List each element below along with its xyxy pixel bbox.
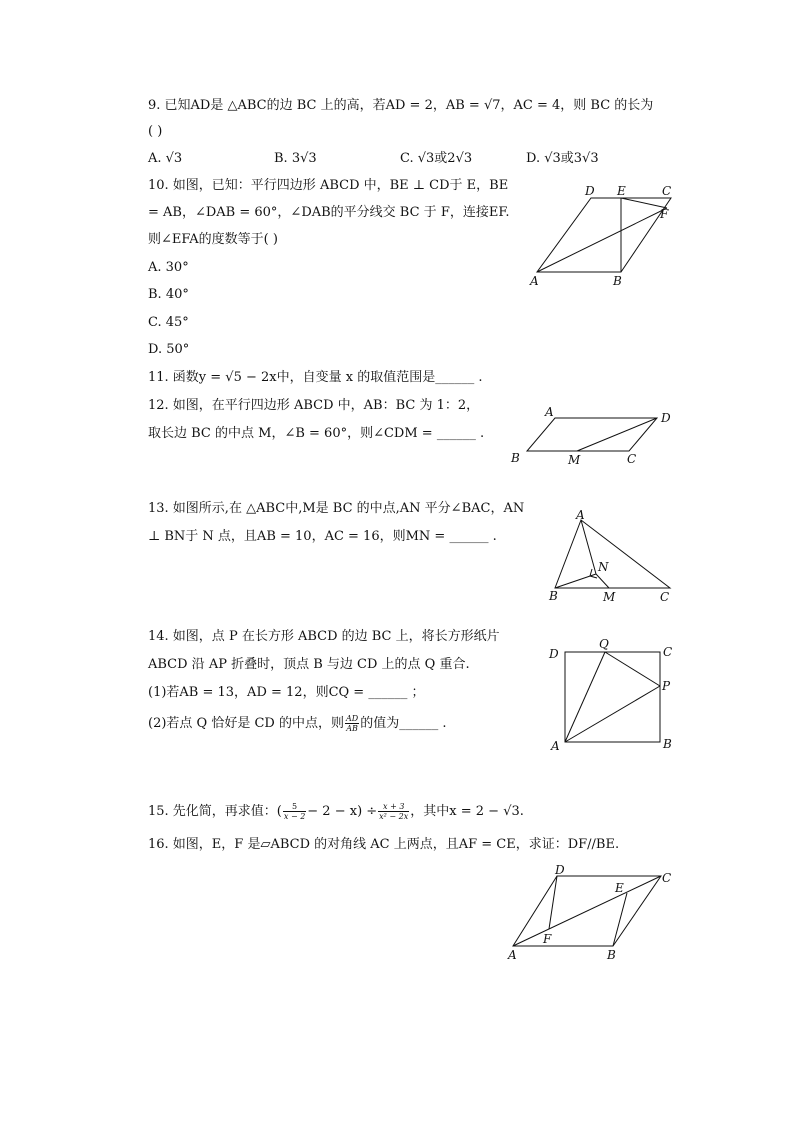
q14-line2: ABCD 沿 AP 折叠时，顶点 B 与边 CD 上的点 Q 重合. (148, 657, 470, 672)
q15-mid: − 2 − x) ÷ (307, 804, 378, 819)
q10-figure (525, 182, 685, 296)
q14-line1: 14. 如图，点 P 在长方形 ABCD 的边 BC 上，将长方形纸片 (148, 629, 500, 644)
q16-label-f: F (543, 932, 552, 946)
q16-text: 16. 如图，E，F 是▱ABCD 的对角线 AC 上两点，且AF = CE，求证：DF//BE. (148, 837, 620, 852)
q13-figure (545, 508, 685, 612)
q10-label-e: E (617, 184, 626, 198)
q16-label-e: E (615, 881, 624, 895)
q12-label-c: C (627, 452, 637, 466)
q15-f1-num: 5 (283, 802, 306, 812)
q14-label-c: C (663, 645, 673, 659)
q16-segment-df (549, 876, 557, 929)
q16-label-a: A (508, 948, 517, 962)
q16-segment-be (613, 893, 627, 946)
q16-label-b: B (607, 948, 616, 962)
q16-label-c: C (662, 871, 672, 885)
q15-f2-num: x + 3 (378, 802, 409, 812)
q14-label-q: Q (599, 637, 609, 651)
q9-option-b: B. 3√3 (274, 151, 317, 166)
q10-option-a: A. 30° (148, 260, 189, 275)
q12-line2: 取长边 BC 的中点 M，∠B = 60°，则∠CDM = ______ . (148, 426, 485, 441)
q10-label-a: A (530, 274, 539, 288)
q14-figure (545, 636, 685, 758)
q14-label-p: P (662, 679, 671, 693)
q10-label-b: B (613, 274, 622, 288)
q12-label-m: M (568, 453, 581, 467)
q12-label-d: D (661, 411, 671, 425)
q9-option-a: A. √3 (148, 151, 183, 166)
q13-segment-nm (596, 574, 609, 588)
q15-f2-den: x² − 2x (379, 812, 409, 821)
q10-parallelogram (537, 198, 671, 272)
q14-line3: (1)若AB = 13，AD = 12，则CQ = ______ ； (148, 685, 425, 700)
q12-label-b: B (511, 451, 520, 465)
q14-frac-num: AD (345, 714, 359, 723)
q13-segment-an (581, 520, 596, 574)
q10-label-c: C (662, 184, 672, 198)
q14-segment-ap (565, 686, 660, 742)
q14-label-d: D (549, 647, 559, 661)
q10-label-f: F (660, 207, 669, 221)
q14-rectangle (565, 652, 660, 742)
q13-label-b: B (549, 589, 558, 603)
q12-parallelogram (527, 418, 657, 451)
q14-line4-pre: (2)若点 Q 恰好是 CD 的中点，则 (148, 716, 344, 731)
q16-figure (505, 862, 680, 966)
q14-fraction (345, 714, 359, 733)
q13-label-m: M (603, 590, 616, 604)
q14-segment-aq (565, 652, 605, 742)
q10-option-b: B. 40° (148, 287, 189, 302)
q13-triangle (555, 520, 670, 588)
q12-figure (505, 403, 680, 472)
q13-line2: ⊥ BN于 N 点，且AB = 10，AC = 16，则MN = ______ . (148, 529, 497, 544)
q15-fraction-2 (378, 802, 409, 821)
q10-option-d: D. 50° (148, 342, 190, 357)
q12-line1: 12. 如图，在平行四边形 ABCD 中，AB：BC 为 1：2， (148, 398, 480, 413)
q13-label-c: C (660, 590, 670, 604)
q15-post: ，其中x = 2 − √3. (410, 804, 524, 819)
q14-frac-den: AB (346, 724, 358, 733)
q16-label-d: D (555, 863, 565, 877)
q14-segment-qp (605, 652, 660, 686)
q10-segment-af (537, 208, 667, 272)
q9-line2: ( ) (148, 124, 163, 139)
q10-label-d: D (585, 184, 595, 198)
q13-label-a: A (576, 508, 585, 522)
q10-line1: 10. 如图，已知：平行四边形 ABCD 中，BE ⊥ CD于 E，BE (148, 178, 509, 193)
q13-line1: 13. 如图所示,在 △ABC中,M是 BC 的中点,AN 平分∠BAC，AN (148, 501, 525, 516)
q12-segment-dm (577, 418, 657, 451)
q14-line4 (148, 714, 446, 733)
q15-line (148, 802, 524, 821)
q14-label-a: A (551, 739, 560, 753)
q13-label-n: N (598, 560, 609, 574)
q14-line4-post: 的值为______ . (360, 716, 447, 731)
q10-line3: 则∠EFA的度数等于( ) (148, 232, 278, 247)
q12-label-a: A (545, 405, 554, 419)
q15-f1-den: x − 2 (283, 812, 306, 821)
q9-option-c: C. √3或2√3 (400, 151, 473, 166)
q15-pre: 15. 先化简，再求值：( (148, 804, 282, 819)
q11-text: 11. 函数y = √5 − 2x中，自变量 x 的取值范围是______ . (148, 370, 483, 385)
q10-line2: = AB，∠DAB = 60°，∠DAB的平分线交 BC 于 F，连接EF. (148, 205, 510, 220)
q15-fraction-1 (283, 802, 306, 821)
q14-label-b: B (663, 737, 672, 751)
q9-option-d: D. √3或3√3 (526, 151, 599, 166)
q10-option-c: C. 45° (148, 315, 189, 330)
q9-line1: 9. 已知AD是 △ABC的边 BC 上的高，若AD = 2，AB = √7，AC = 4，则 BC 的长为 (148, 98, 654, 113)
